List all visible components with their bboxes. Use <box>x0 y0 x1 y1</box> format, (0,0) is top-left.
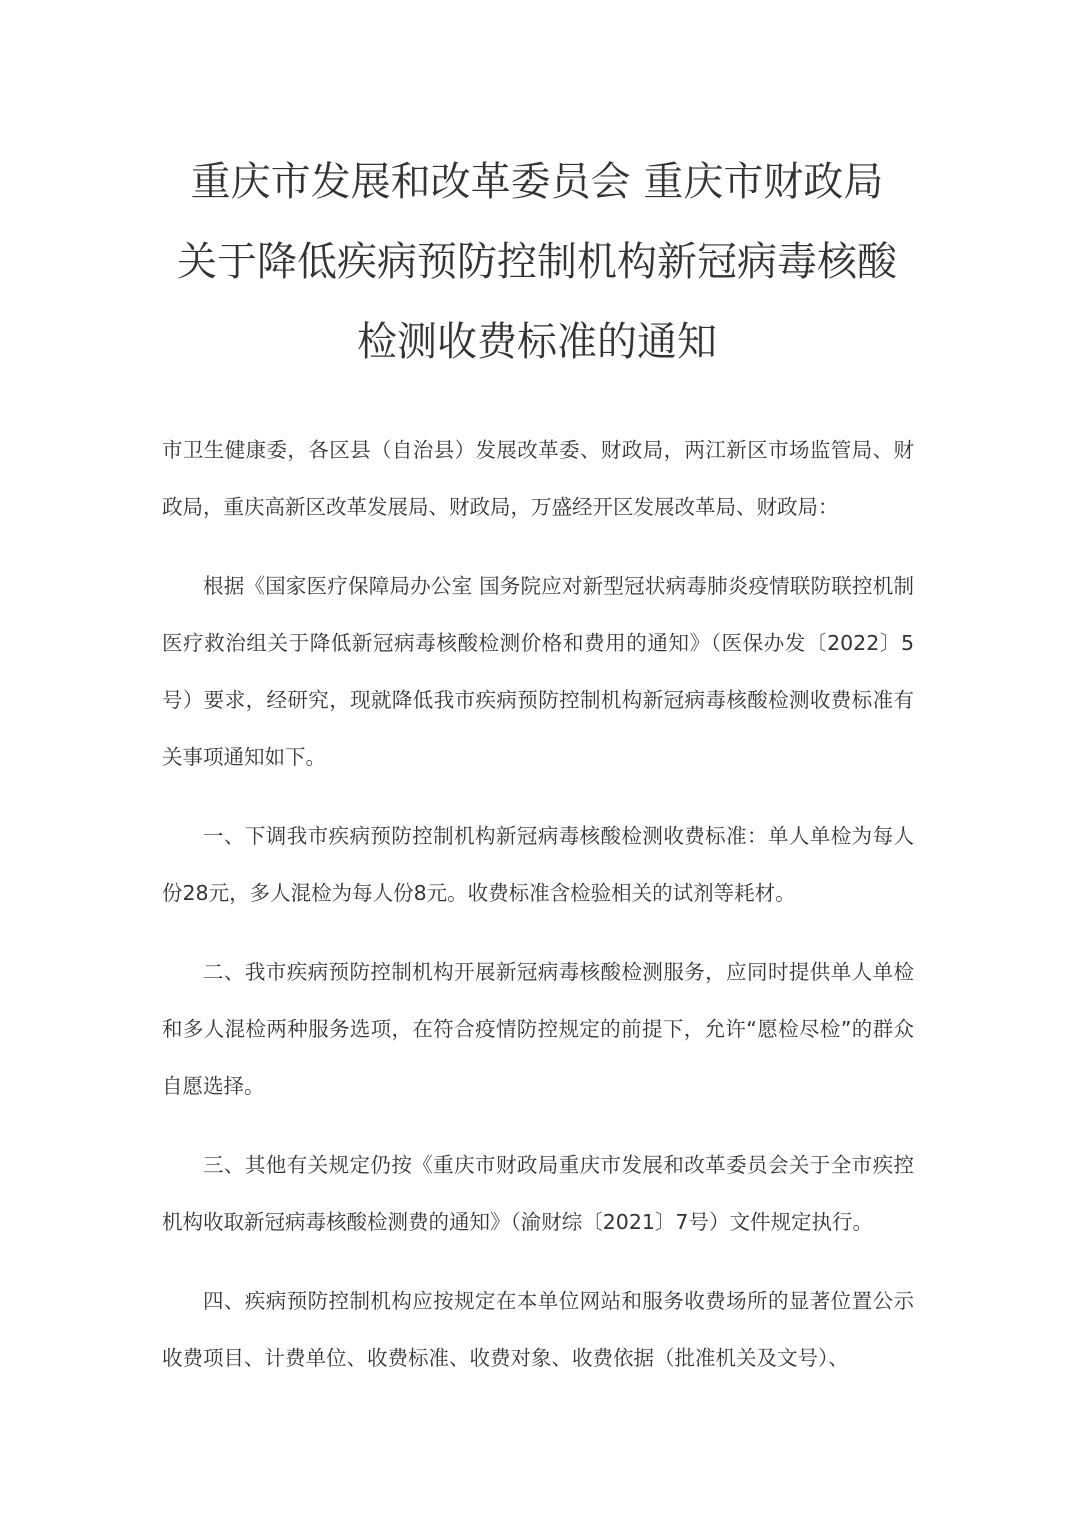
item-4-paragraph: 四、疾病预防控制机构应按规定在本单位网站和服务收费场所的显著位置公示收费项目、计费单位、收费标准、收费对象、收费依据（批准机关及文号）、 <box>162 1289 914 1370</box>
item-3-paragraph: 三、其他有关规定仍按《重庆市财政局重庆市发展和改革委员会关于全市疾控机构收取新冠病毒核酸检测费的通知》（渝财综〔2021〕7号）文件规定执行。 <box>162 1153 914 1234</box>
title-line-1: 重庆市发展和改革委员会 重庆市财政局 <box>190 159 884 205</box>
intro-paragraph: 根据《国家医疗保障局办公室 国务院应对新型冠状病毒肺炎疫情联防联控机制医疗救治组关于降低新冠病毒核酸检测价格和费用的通知》（医保办发〔2022〕5号）要求，经研究，现就降低我市疾病预防控制机构新冠病毒核酸检测收费标准有关事项通知如下。 <box>162 574 914 769</box>
title-line-3: 检测收费标准的通知 <box>357 319 717 365</box>
item-1-paragraph: 一、下调我市疾病预防控制机构新冠病毒核酸检测收费标准：单人单检为每人份28元，多人混检为每人份8元。收费标准含检验相关的试剂等耗材。 <box>162 824 914 905</box>
addressee-paragraph: 市卫生健康委，各区县（自治县）发展改革委、财政局，两江新区市场监管局、财政局，重庆高新区改革发展局、财政局，万盛经开区发展改革局、财政局： <box>162 438 914 519</box>
title-line-2: 关于降低疾病预防控制机构新冠病毒核酸 <box>177 239 897 285</box>
document-body <box>162 422 914 1409</box>
item-2-paragraph: 二、我市疾病预防控制机构开展新冠病毒核酸检测服务，应同时提供单人单检和多人混检两种服务选项，在符合疫情防控规定的前提下，允许“愿检尽检”的群众自愿选择。 <box>162 960 914 1098</box>
document-title <box>150 142 924 382</box>
